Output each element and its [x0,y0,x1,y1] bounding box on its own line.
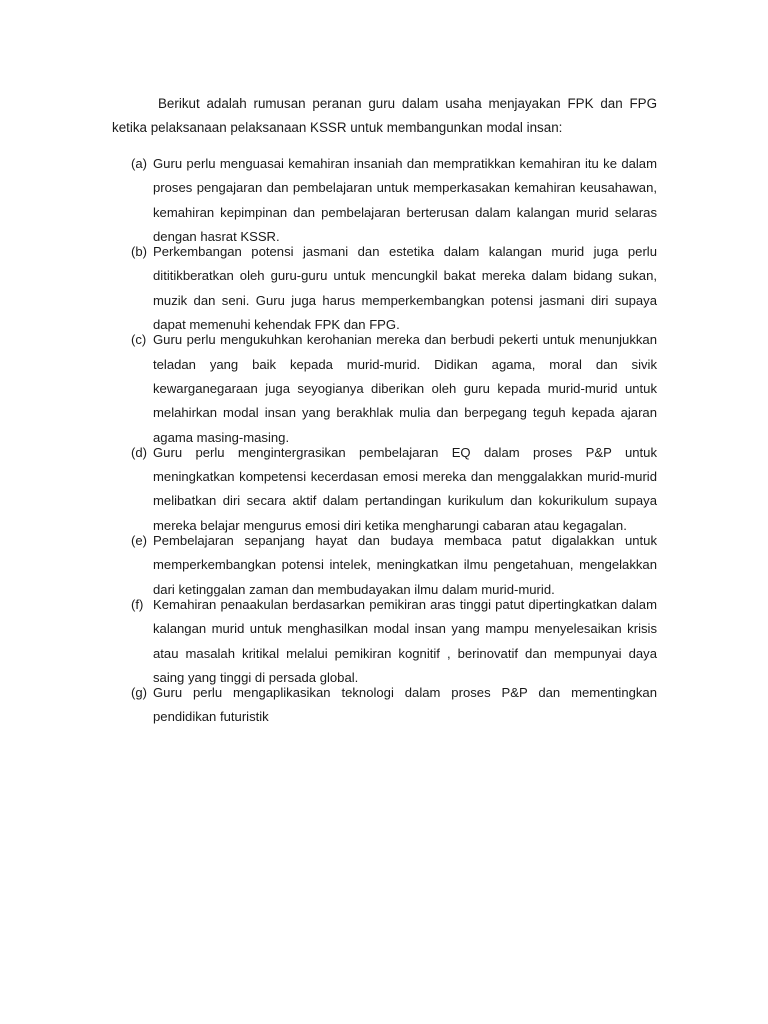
list-item [112,681,657,730]
item-label: (c) [131,332,147,348]
list-item [112,328,657,449]
intro-paragraph: Berikut adalah rumusan peranan guru dalam usaha menjayakan FPK dan FPG ketika pelaksanaan pelaksanaan KSSR untuk membangunkan modal insan: [112,96,657,135]
list-item [112,593,657,690]
list-item [112,441,657,538]
item-label: (e) [131,533,148,549]
item-label: (f) [131,596,144,612]
item-label: (d) [131,444,148,460]
item-text: Guru perlu mengukuhkan kerohanian mereka dan berbudi pekerti untuk menunjukkan teladan yang baik kepada murid-murid. Didikan agama, moral dan sivik kewarganegaraan juga seyogianya diberikan oleh guru kepada murid-murid untuk melahirkan modal insan yang berakhlak mulia dan berpegang teguh kepada ajaran agama masing-masing. [153,332,657,445]
item-label: (g) [131,685,148,701]
list-item [112,240,657,337]
item-text: Kemahiran penaakulan berdasarkan pemikiran aras tinggi patut dipertingkatkan dalam kalangan murid untuk menghasilkan modal insan yang mampu menyelesaikan krisis atau masalah kritikal melalui pemikiran kognitif , berinovatif dan mempunyai daya saing yang tinggi di persada global. [153,596,657,685]
roles-list [112,152,657,730]
list-item [112,529,657,602]
list-item [112,152,657,249]
item-text: Guru perlu menguasai kemahiran insaniah dan mempratikkan kemahiran itu ke dalam proses pengajaran dan pembelajaran untuk memperkasakan kemahiran keusahawan, kemahiran kepimpinan dan pembelajaran berterusan dalam kalangan murid selaras dengan hasrat KSSR. [153,156,657,244]
item-text: Guru perlu mengintergrasikan pembelajaran EQ dalam proses P&P untuk meningkatkan kompetensi kecerdasan emosi mereka dan menggalakkan murid-murid melibatkan diri secara aktif dalam pertandingan kurikulum dan kokurikulum supaya mereka belajar mengurus emosi diri ketika mengharungi cabaran atau kegagalan. [153,444,657,533]
item-text: Guru perlu mengaplikasikan teknologi dalam proses P&P dan mementingkan pendidikan futuristik [153,685,657,725]
item-text: Pembelajaran sepanjang hayat dan budaya membaca patut digalakkan untuk memperkembangkan potensi intelek, meningkatkan ilmu pengetahuan, mengelakkan dari ketinggalan zaman dan membudayakan ilmu dalam murid-murid. [153,533,657,597]
item-text: Perkembangan potensi jasmani dan estetika dalam kalangan murid juga perlu dititikberatkan oleh guru-guru untuk mencungkil bakat mereka dalam bidang sukan, muzik dan seni. Guru juga harus memperkembangkan potensi jasmani diri supaya dapat memenuhi kehendak FPK dan FPG. [153,244,657,333]
item-label: (b) [131,244,148,260]
item-label: (a) [131,156,148,171]
